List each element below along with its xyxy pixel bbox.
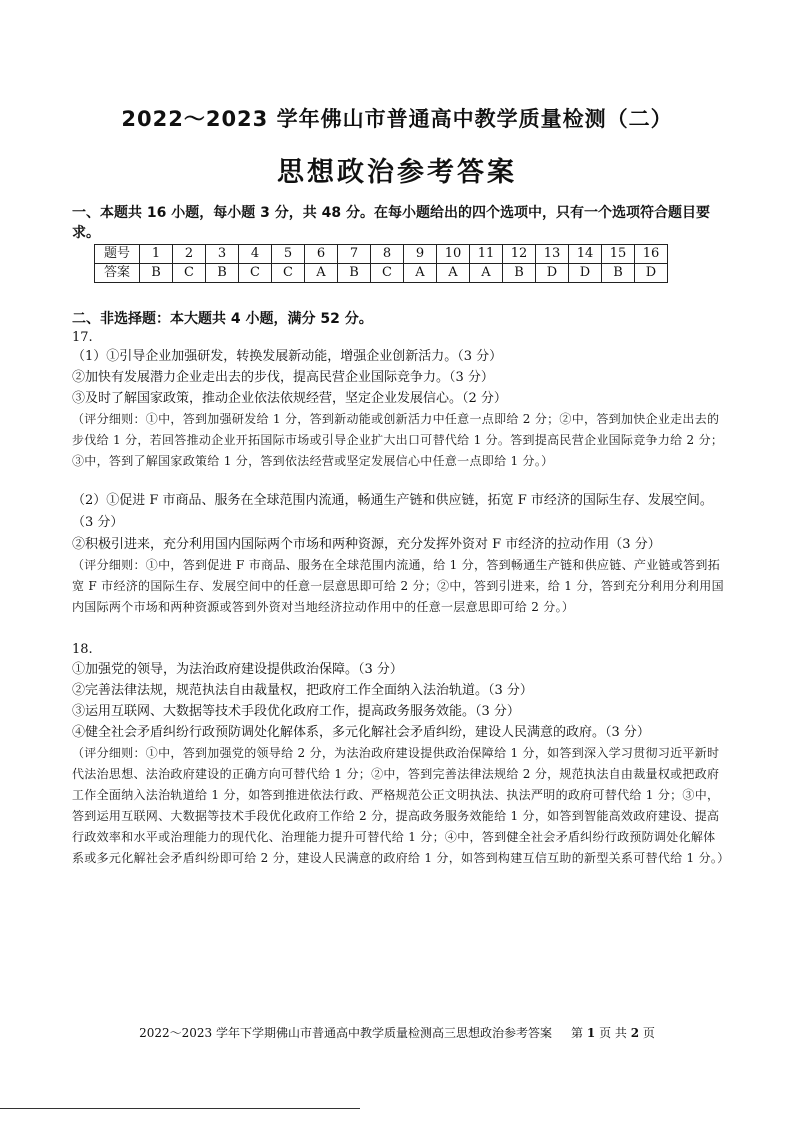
answer-cell: C [272,264,305,283]
answer-cell: D [536,264,569,283]
section1-heading: 一、本题共 16 小题，每小题 3 分，共 48 分。在每小题给出的四个选项中，只有一个选项符合题目要求。 [72,205,710,241]
question-17-part1 [72,346,724,472]
answer-cell: C [173,264,206,283]
q18-point4: ④健全社会矛盾纠纷行政预防调处化解体系，多元化解社会矛盾纠纷，建设人民满意的政府。（3 分） [72,725,650,740]
answer-cell: B [338,264,371,283]
footer-text: 2022～2023 学年下学期佛山市普通高中教学质量检测高三思想政治参考答案 [139,1026,552,1040]
question-number-cell: 13 [536,245,569,264]
answer-cell: B [206,264,239,283]
question-17-part2 [72,490,724,618]
question-number-cell: 15 [602,245,635,264]
q17-part2-scoring-detail: （评分细则：①中，答到促进 F 市商品、服务在全球范围内流通，给 1 分，答到畅通生产链和供应链、产业链或答到拓宽 F 市经济的国际生存、发展空间中的任意一层意思即可给 2 分；②中，答到引进来，给 1 分，答到充分利用分利用国内国际两个市场和两种资源或答到外资对当地经济拉动作用中的任意一层意思即可给 2 分。） [72,558,724,614]
page-subtitle: 思想政治参考答案 [277,157,517,188]
q17-part1-point3: ③及时了解国家政策，推动企业依法依规经营，坚定企业发展信心。（2 分） [72,391,507,406]
question-17-number: 17. [72,330,93,345]
footer-page-suffix: 页 [642,1026,655,1040]
answer-cell: B [602,264,635,283]
question-number-cell: 2 [173,245,206,264]
answer-cell: C [371,264,404,283]
answer-cell: A [470,264,503,283]
q17-part2-point2: ②积极引进来，充分利用国内国际两个市场和两种资源，充分发挥外资对 F 市经济的拉动作用（3 分） [72,537,661,552]
answer-cell: A [404,264,437,283]
question-number-cell: 4 [239,245,272,264]
question-number-cell: 5 [272,245,305,264]
section2-heading: 二、非选择题：本大题共 4 小题，满分 52 分。 [72,311,373,327]
question-number-cell: 11 [470,245,503,264]
footer-page-mid: 页 共 [599,1026,627,1040]
page-footer [0,1024,794,1041]
question-number-cell: 3 [206,245,239,264]
question-number-cell: 10 [437,245,470,264]
q18-point3: ③运用互联网、大数据等技术手段优化政府工作，提高政务服务效能。（3 分） [72,704,520,719]
answer-table-number-row [95,245,668,264]
question-number-cell: 6 [305,245,338,264]
answer-table [94,244,668,283]
question-number-cell: 8 [371,245,404,264]
q18-point2: ②完善法律法规，规范执法自由裁量权，把政府工作全面纳入法治轨道。（3 分） [72,683,533,698]
q18-point1: ①加强党的领导，为法治政府建设提供政治保障。（3 分） [72,662,403,677]
question-number-cell: 12 [503,245,536,264]
answer-cell: A [305,264,338,283]
q18-scoring-detail: （评分细则：①中，答到加强党的领导给 2 分，为法治政府建设提供政治保障给 1 分，如答到深入学习贯彻习近平新时代法治思想、法治政府建设的正确方向可替代给 1 分；②中，答到完善法律法规给 2 分，规范执法自由裁量权或把政府工作全面纳入法治轨道给 1 分，如答到推进依法行政、严格规范公正文明执法、执法严明的政府可替代给 1 分；③中，答到运用互联网、大数据等技术手段优化政府工作给 2 分，提高政务服务效能给 1 分，如答到智能高效政府建设、提高行政效率和水平或治理能力的现代化、治理能力提升可替代给 1 分；④中，答到健全社会矛盾纠纷行政预防调处化解体系或多元化解社会矛盾纠纷即可给 2 分，建设人民满意的政府给 1 分，如答到构建互信互助的新型关系可替代给 1 分。） [72,746,730,865]
question-18-number: 18. [72,642,93,657]
bottom-divider [0,1108,360,1109]
page-title: 2022～2023 学年佛山市普通高中教学质量检测（二） [121,107,673,131]
answer-cell: A [437,264,470,283]
q17-part1-point2: ②加快有发展潜力企业走出去的步伐，提高民营企业国际竞争力。（3 分） [72,370,494,385]
q17-part1-point1: （1）①引导企业加强研发，转换发展新动能，增强企业创新活力。（3 分） [72,349,503,364]
row-label-question: 题号 [95,245,140,264]
answer-cell: D [569,264,602,283]
q17-part1-scoring-detail: （评分细则：①中，答到加强研发给 1 分，答到新动能或创新活力中任意一点即给 2 分；②中，答到加快企业走出去的步伐给 1 分，若回答推动企业开拓国际市场或引导企业扩大出口可替代给 1 分。答到提高民营企业国际竞争力给 2 分；③中，答到了解国家政策给 1 分，答到依法经营或坚定发展信心中任意一点即给 1 分。） [72,412,724,468]
answer-table-answer-row [95,264,668,283]
footer-page-current: 1 [586,1026,596,1040]
footer-page-total: 2 [630,1026,640,1040]
question-number-cell: 16 [635,245,668,264]
answer-cell: D [635,264,668,283]
question-number-cell: 9 [404,245,437,264]
question-number-cell: 14 [569,245,602,264]
answer-cell: C [239,264,272,283]
answer-cell: B [140,264,173,283]
question-number-cell: 1 [140,245,173,264]
answer-cell: B [503,264,536,283]
footer-page-prefix: 第 [571,1026,584,1040]
row-label-answer: 答案 [95,264,140,283]
question-18-answer [72,659,730,869]
question-number-cell: 7 [338,245,371,264]
q17-part2-point1: （2）①促进 F 市商品、服务在全球范围内流通，畅通生产链和供应链，拓宽 F 市经济的国际生存、发展空间。（3 分） [72,493,713,530]
